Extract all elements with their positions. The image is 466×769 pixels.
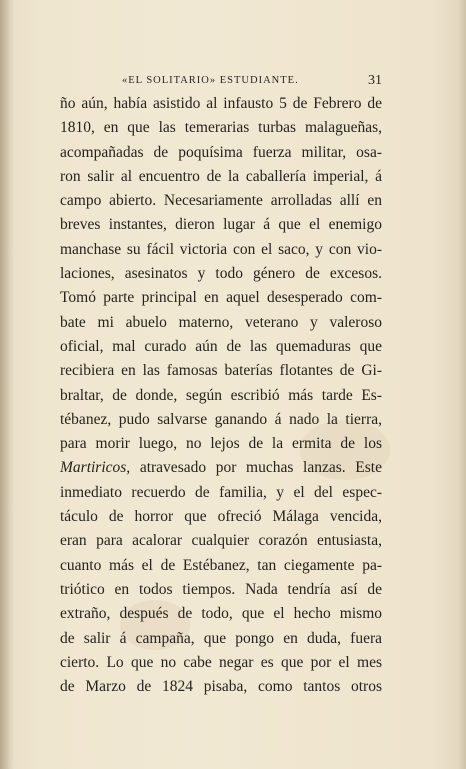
spine-shadow bbox=[0, 0, 14, 769]
text-line: tébanez, pudo salvarse ganando á nado la tierra, bbox=[60, 410, 382, 428]
body-text bbox=[60, 92, 382, 699]
text-line: Tomó parte principal en aquel desesperado com- bbox=[60, 289, 382, 307]
running-head bbox=[60, 73, 382, 91]
text-line: oficial, mal curado aún de las quemaduras que bbox=[60, 337, 382, 355]
text-line: táculo de horror que ofreció Málaga vencida, bbox=[60, 508, 382, 526]
text-line: bate mi abuelo materno, veterano y valeroso bbox=[60, 313, 382, 331]
page-number: 31 bbox=[368, 73, 382, 88]
text-line: recibiera en las famosas baterías flotantes de Gi- bbox=[60, 362, 382, 380]
running-title: «EL SOLITARIO» ESTUDIANTE. bbox=[122, 75, 299, 86]
text-line: 1810, en que las temerarias turbas malagueñas, bbox=[60, 119, 382, 137]
text-line: ño aún, había asistido al infausto 5 de Febrero de bbox=[60, 95, 382, 112]
text-line: de salir á campaña, que pongo en duda, fuera bbox=[60, 629, 382, 647]
text-line: braltar, de donde, según escribió más tarde Es- bbox=[60, 386, 382, 404]
text-line: eran para acalorar cualquier corazón entusiasta, bbox=[60, 532, 382, 550]
text-line-rest: atravesado por muchas lanzas. Este bbox=[130, 459, 382, 477]
text-line: para morir luego, no lejos de la ermita de los bbox=[60, 435, 382, 453]
text-line: laciones, asesinatos y todo género de excesos. bbox=[60, 265, 382, 283]
text-line: cuanto más el de Estébanez, tan ciegamente pa- bbox=[60, 556, 382, 574]
text-line: breves instantes, dieron lugar á que el enemigo bbox=[60, 216, 382, 234]
text-line: triótico en todos tiempos. Nada tendría así de bbox=[60, 580, 382, 598]
text-line: manchase su fácil victoria con el saco, y con vio- bbox=[60, 240, 382, 258]
text-line: ron salir al encuentro de la caballería imperial, á bbox=[60, 167, 382, 185]
text-line: campo abierto. Necesariamente arrolladas allí en bbox=[60, 192, 382, 210]
italic-place-name: Martiricos, bbox=[60, 459, 131, 477]
text-line bbox=[60, 456, 382, 480]
text-line: extraño, después de todo, que el hecho mismo bbox=[60, 605, 382, 623]
text-line: de Marzo de 1824 pisaba, como tantos otros bbox=[60, 678, 382, 696]
text-line: cierto. Lo que no cabe negar es que por el mes bbox=[60, 653, 382, 671]
text-line: acompañadas de poquísima fuerza militar, osa- bbox=[60, 143, 382, 161]
text-line: inmediato recuerdo de familia, y el del espec- bbox=[60, 483, 382, 501]
